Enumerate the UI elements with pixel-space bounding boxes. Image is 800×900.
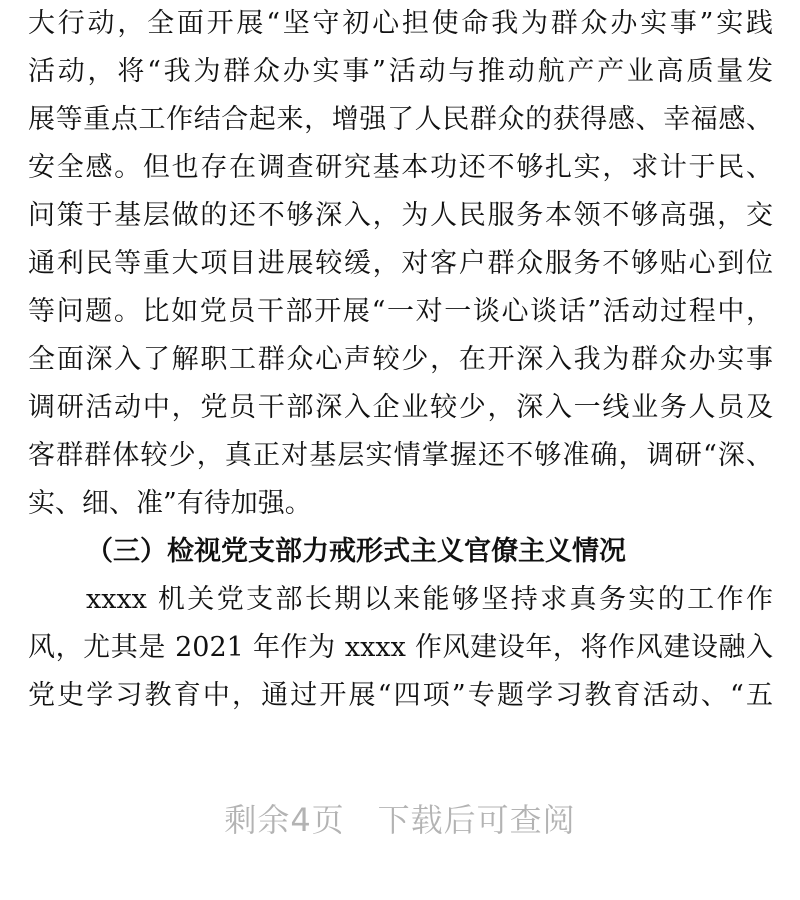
text-line: 全面深入了解职工群众心声较少，在开深入我为群众办实事 <box>28 344 773 375</box>
text-line: 安全感。但也存在调查研究基本功还不够扎实，求计于民、 <box>28 152 773 183</box>
paragraph-1 <box>28 0 773 528</box>
text-line: 客群群体较少，真正对基层实情掌握还不够准确，调研“深、 <box>28 440 773 471</box>
text-line: 通利民等重大项目进展较缓，对客户群众服务不够贴心到位 <box>28 248 773 279</box>
text-line: 展等重点工作结合起来，增强了人民群众的获得感、幸福感、 <box>28 104 773 135</box>
text-line: 问策于基层做的还不够深入，为人民服务本领不够高强，交 <box>28 200 773 231</box>
remaining-pages-notice: 剩余4页 下载后可查阅 <box>224 801 576 839</box>
text-line: 实、细、准”有待加强。 <box>28 488 312 519</box>
text-line: 风，尤其是 2021 年作为 xxxx 作风建设年，将作风建设融入 <box>28 632 773 663</box>
text-line: 活动，将“我为群众办实事”活动与推动航产产业高质量发 <box>28 56 773 87</box>
text-line: 等问题。比如党员干部开展“一对一谈心谈话”活动过程中， <box>28 296 773 327</box>
text-line: 党史学习教育中，通过开展“四项”专题学习教育活动、“五 <box>28 680 773 711</box>
paragraph-2 <box>28 576 773 720</box>
text-line: xxxx 机关党支部长期以来能够坚持求真务实的工作作 <box>86 584 773 615</box>
document-body <box>28 0 773 720</box>
text-line: 调研活动中，党员干部深入企业较少，深入一线业务人员及 <box>28 392 773 423</box>
section-heading: （三）检视党支部力戒形式主义官僚主义情况 <box>86 536 626 567</box>
text-line: 大行动，全面开展“坚守初心担使命我为群众办实事”实践 <box>28 8 773 39</box>
